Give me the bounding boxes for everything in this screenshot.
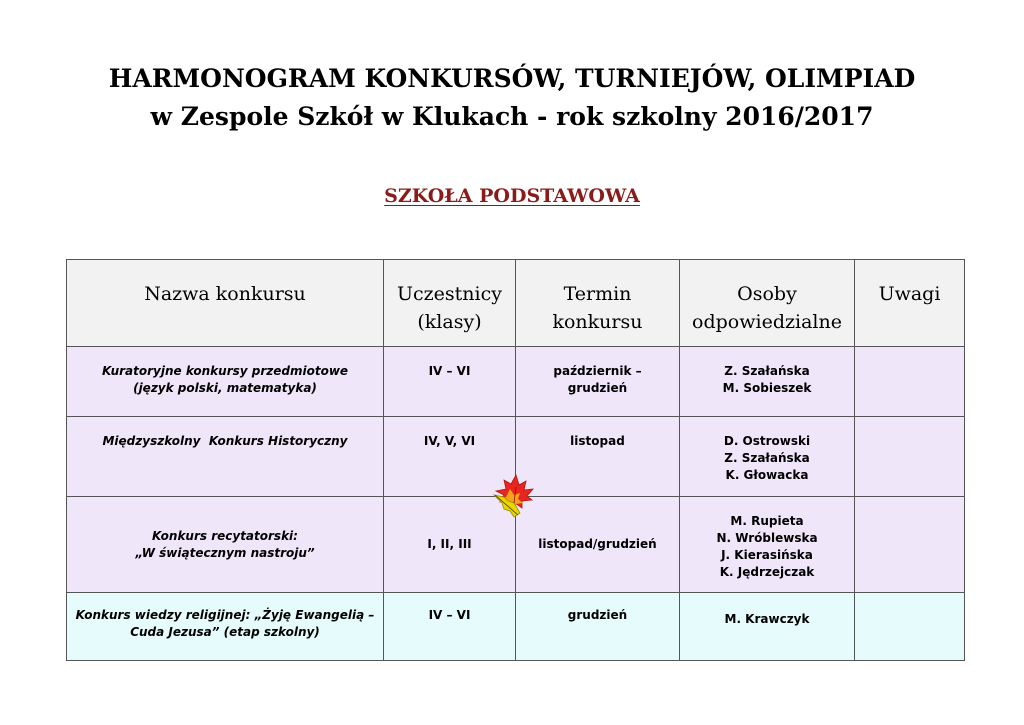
column-header-responsible: Osoby odpowiedzialne xyxy=(680,260,855,347)
participants-cell: I, II, III xyxy=(384,497,516,593)
contest-name-cell: Kuratoryjne konkursy przedmiotowe (język polski, matematyka) xyxy=(67,347,384,417)
notes-cell xyxy=(855,593,965,661)
autumn-leaf-icon xyxy=(492,473,536,519)
responsible-cell: Z. Szałańska M. Sobieszek xyxy=(680,347,855,417)
table-header-row xyxy=(67,260,965,347)
contest-name-cell: Konkurs wiedzy religijnej: „Żyję Ewangelią – Cuda Jezusa” (etap szkolny) xyxy=(67,593,384,661)
responsible-cell: M. Krawczyk xyxy=(680,593,855,661)
date-cell: październik – grudzień xyxy=(516,347,680,417)
responsible-cell: D. Ostrowski Z. Szałańska K. Głowacka xyxy=(680,417,855,497)
column-header-name: Nazwa konkursu xyxy=(67,260,384,347)
contest-name-cell: Międzyszkolny Konkurs Historyczny xyxy=(67,417,384,497)
column-header-notes: Uwagi xyxy=(855,260,965,347)
column-header-participants: Uczestnicy (klasy) xyxy=(384,260,516,347)
contest-name-cell: Konkurs recytatorski: „W świątecznym nastroju” xyxy=(67,497,384,593)
column-header-date: Termin konkursu xyxy=(516,260,680,347)
document-subtitle: w Zespole Szkół w Klukach - rok szkolny 2016/2017 xyxy=(150,102,874,131)
date-cell: listopad xyxy=(516,417,680,497)
participants-cell: IV, V, VI xyxy=(384,417,516,497)
schedule-table xyxy=(66,259,965,661)
notes-cell xyxy=(855,497,965,593)
date-cell: listopad/grudzień xyxy=(516,497,680,593)
table-row xyxy=(67,593,965,661)
document-title: HARMONOGRAM KONKURSÓW, TURNIEJÓW, OLIMPIAD xyxy=(108,64,916,93)
participants-cell: IV – VI xyxy=(384,593,516,661)
responsible-cell: M. Rupieta N. Wróblewska J. Kierasińska K. Jędrzejczak xyxy=(680,497,855,593)
date-cell: grudzień xyxy=(516,593,680,661)
notes-cell xyxy=(855,347,965,417)
table-row xyxy=(67,347,965,417)
section-heading: SZKOŁA PODSTAWOWA xyxy=(384,185,640,207)
notes-cell xyxy=(855,417,965,497)
participants-cell: IV – VI xyxy=(384,347,516,417)
